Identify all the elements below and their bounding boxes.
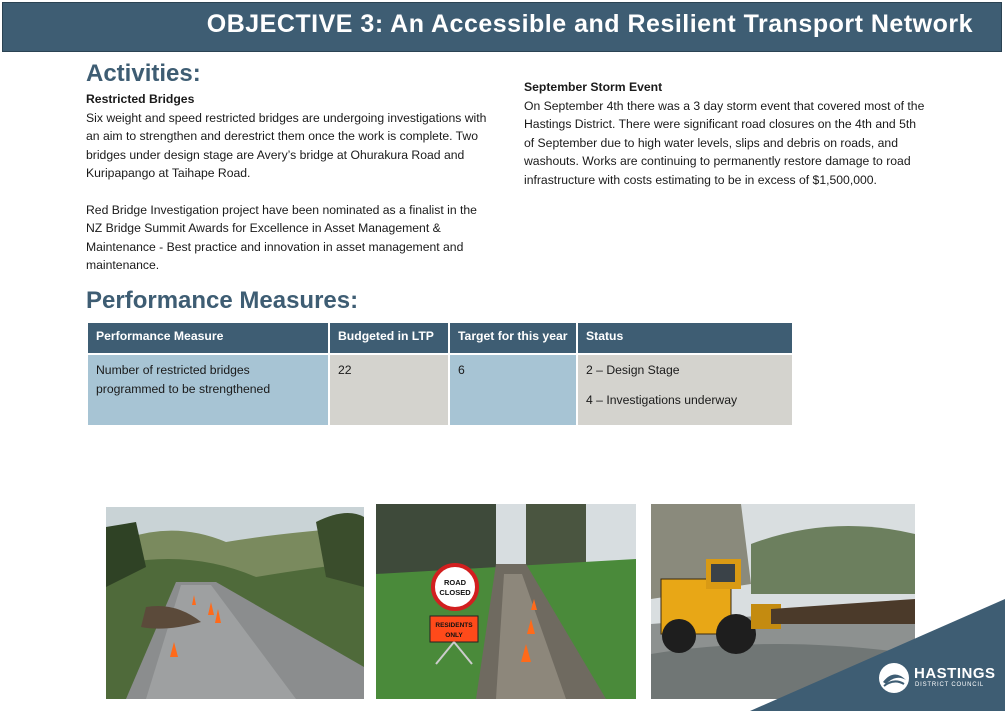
column-header: Status	[578, 323, 792, 353]
svg-text:CLOSED: CLOSED	[439, 588, 471, 597]
measure-cell: Number of restricted bridges programmed to be strengthened	[88, 355, 328, 425]
storm-event-section	[524, 78, 929, 189]
restricted-bridges-section	[86, 90, 496, 275]
svg-text:ROAD: ROAD	[443, 578, 467, 587]
header-banner	[2, 2, 1002, 52]
column-header: Target for this year	[450, 323, 576, 353]
storm-event-subheading: September Storm Event	[524, 80, 663, 94]
photo-road-slip	[106, 507, 364, 699]
logo-emblem-icon	[878, 662, 910, 694]
svg-text:RESIDENTS: RESIDENTS	[435, 622, 473, 629]
status-line: 4 – Investigations underway	[586, 392, 738, 407]
activities-heading: Activities:	[86, 60, 201, 87]
status-line: 2 – Design Stage	[586, 363, 680, 377]
restricted-bridges-paragraph: Six weight and speed restricted bridges are undergoing investigations with an aim to strengthen and derestrict them once the work is complete. Two bridges under design stage are Avery’s bridge at Ohurakura Road and Kuripapango at Taihape Road.	[86, 110, 487, 180]
performance-heading: Performance Measures:	[86, 287, 359, 314]
table-row	[88, 355, 792, 425]
logo-name: HASTINGS	[914, 665, 996, 682]
hastings-logo	[878, 660, 996, 696]
table-header-row	[88, 323, 792, 353]
storm-event-paragraph: On September 4th there was a 3 day storm event that covered most of the Hastings District. There were significant road closures on the 4th and 5th of September due to high water levels, slips and debris on roads, and washouts. Works are continuing to permanently restore damage to road infrastructure with costs estimating to be in excess of $1,500,000.	[524, 98, 925, 187]
restricted-bridges-subheading: Restricted Bridges	[86, 92, 195, 106]
logo-subtitle: DISTRICT COUNCIL	[915, 682, 985, 688]
photo-road-closed	[376, 504, 636, 699]
column-header: Performance Measure	[88, 323, 328, 353]
column-header: Budgeted in LTP	[330, 323, 448, 353]
red-bridge-paragraph: Red Bridge Investigation project have been nominated as a finalist in the NZ Bridge Summit Awards for Excellence in Asset Management & Maintenance - Best practice and innovation in asset management and maintenance.	[86, 202, 477, 272]
page-title: OBJECTIVE 3: An Accessible and Resilient Transport Network	[206, 10, 973, 38]
budgeted-cell: 22	[330, 355, 448, 425]
performance-table	[86, 321, 794, 427]
status-cell	[578, 355, 792, 425]
svg-text:ONLY: ONLY	[445, 632, 463, 639]
target-cell: 6	[450, 355, 576, 425]
